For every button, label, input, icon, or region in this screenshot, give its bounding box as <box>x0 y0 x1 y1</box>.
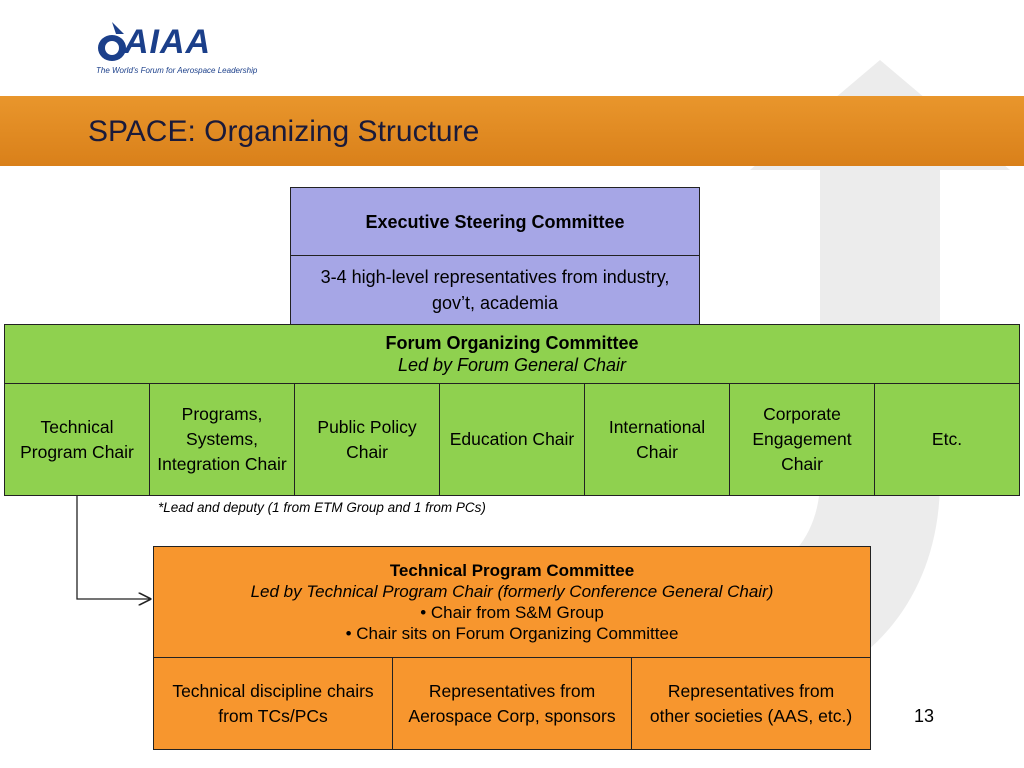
exec-desc-text: 3-4 high-level representatives from industry, gov’t, academia <box>320 267 670 313</box>
rep-aerospace-corp-sponsors: Representatives from Aerospace Corp, sponsors <box>392 657 632 750</box>
slide-title: SPACE: Organizing Structure <box>88 115 480 148</box>
chair-public-policy: Public Policy Chair <box>294 383 440 496</box>
forum-organizing-committee-subtitle: Led by Forum General Chair <box>397 355 627 375</box>
aiaa-logo: AIAA <box>124 23 212 61</box>
chair-programs-systems-integration: Programs, Systems, Integration Chair <box>149 383 295 496</box>
tpc-subtitle: Led by Technical Program Chair (formerly Conference General Chair) <box>250 582 774 601</box>
chair-technical-program: Technical Program Chair <box>4 383 150 496</box>
logo-tagline: The World's Forum for Aerospace Leadership <box>96 66 258 75</box>
chair-education: Education Chair <box>439 383 585 496</box>
chair-etc: Etc. <box>874 383 1020 496</box>
chair-international: International Chair <box>584 383 730 496</box>
tpc-title: Technical Program Committee <box>389 561 635 580</box>
rep-other-societies: Representatives from other societies (AAS, etc.) <box>631 657 871 750</box>
technical-program-committee-box <box>153 546 871 658</box>
page-number: 13 <box>913 706 935 726</box>
forum-organizing-committee-title: Forum Organizing Committee <box>385 333 639 353</box>
footnote: *Lead and deputy (1 from ETM Group and 1 from PCs) <box>158 500 486 515</box>
rep-technical-discipline-chairs: Technical discipline chairs from TCs/PCs <box>153 657 393 750</box>
tpc-bullet: • Chair from S&M Group <box>420 603 604 622</box>
chair-corporate-engagement: Corporate Engagement Chair <box>729 383 875 496</box>
tpc-bullet: • Chair sits on Forum Organizing Committee <box>345 624 679 643</box>
executive-steering-committee-title: Executive Steering Committee <box>365 211 625 232</box>
